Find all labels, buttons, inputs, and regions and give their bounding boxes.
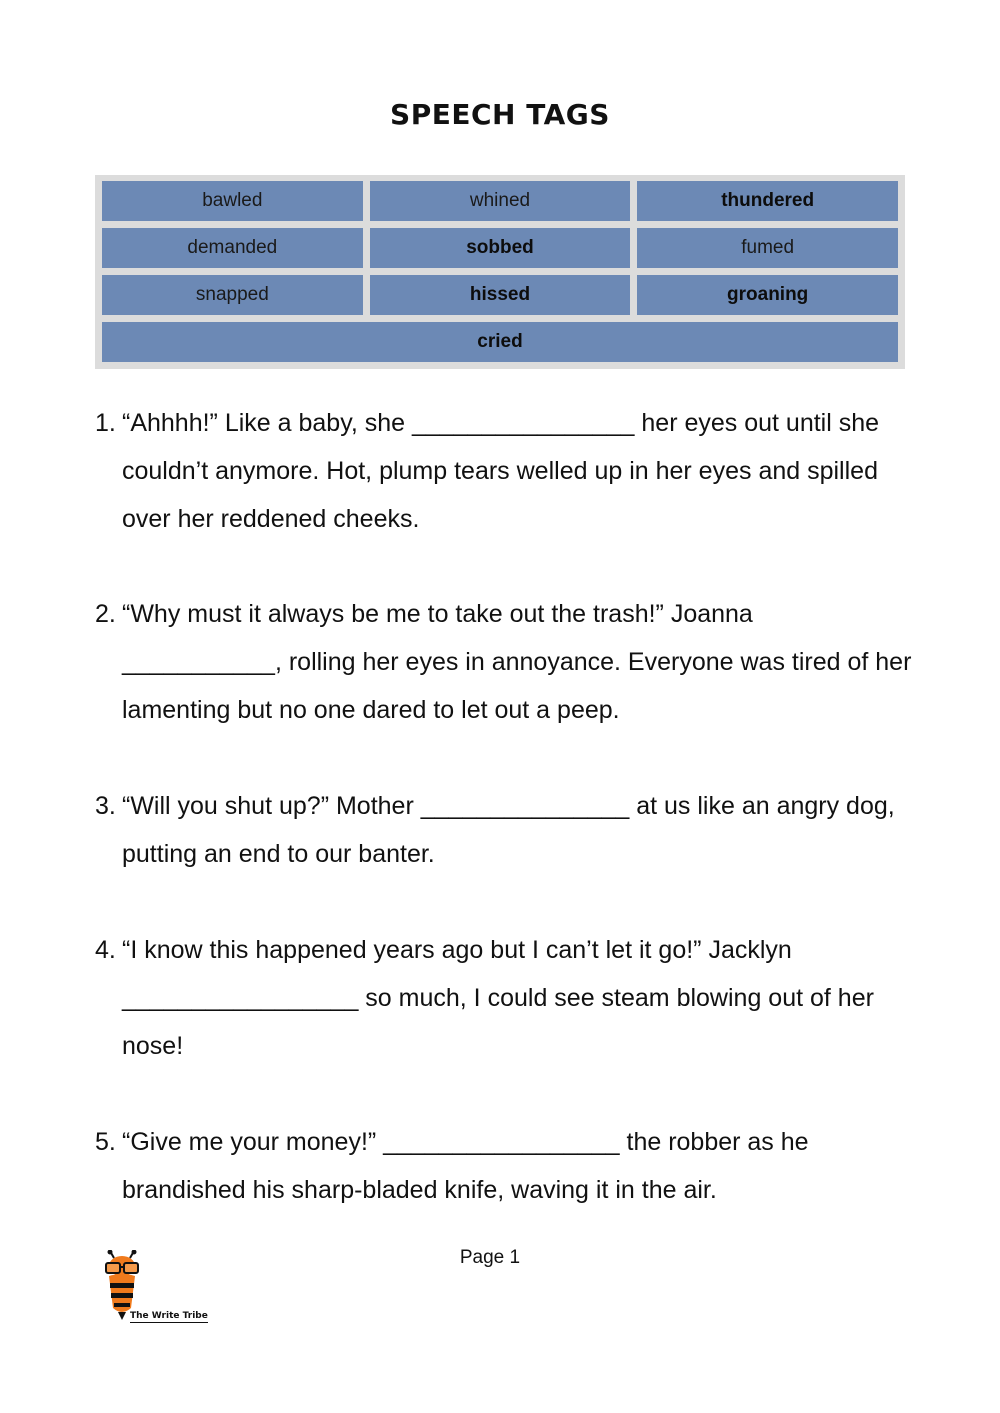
question-3 — [95, 782, 915, 878]
question-number: 2. — [95, 600, 116, 628]
question-4 — [95, 926, 915, 1070]
page-title: SPEECH TAGS — [390, 98, 610, 131]
question-1 — [95, 399, 915, 543]
question-text: “Why must it always be me to take out the trash!” Joanna ___________, rolling her eyes in annoyance. Everyone was tired of her lamenting but no one dared to let out a peep. — [122, 600, 912, 724]
word-bank-cell: thundered — [637, 181, 898, 221]
question-text: “Ahhhh!” Like a baby, she ________________ her eyes out until she couldn’t anymore. Hot, plump tears welled up in her eyes and spilled over her reddened cheeks. — [122, 409, 880, 533]
word-bank-cell: hissed — [370, 275, 631, 315]
question-text: “Give me your money!” _________________ the robber as he brandished his sharp-bladed knife, waving it in the air. — [122, 1128, 809, 1204]
word-bank-cell: demanded — [102, 228, 363, 268]
word-bank-cell: bawled — [102, 181, 363, 221]
page-number: Page 1 — [459, 1247, 521, 1268]
word-bank-cell: cried — [102, 322, 898, 362]
question-text: “Will you shut up?” Mother _______________ at us like an angry dog, putting an end to our banter. — [122, 792, 895, 868]
word-bank — [95, 175, 905, 369]
question-text: “I know this happened years ago but I can’t let it go!” Jacklyn _________________ so much, I could see steam blowing out of her nose! — [122, 936, 874, 1060]
word-bank-cell: fumed — [637, 228, 898, 268]
word-bank-cell: whined — [370, 181, 631, 221]
word-bank-cell: sobbed — [370, 228, 631, 268]
logo-text: The Write Tribe — [130, 1311, 208, 1321]
question-number: 3. — [95, 792, 116, 820]
question-2 — [95, 590, 915, 734]
word-bank-cell: snapped — [102, 275, 363, 315]
question-number: 1. — [95, 409, 116, 437]
question-5 — [95, 1118, 915, 1214]
question-number: 5. — [95, 1128, 116, 1156]
question-number: 4. — [95, 936, 116, 964]
word-bank-cell: groaning — [637, 275, 898, 315]
